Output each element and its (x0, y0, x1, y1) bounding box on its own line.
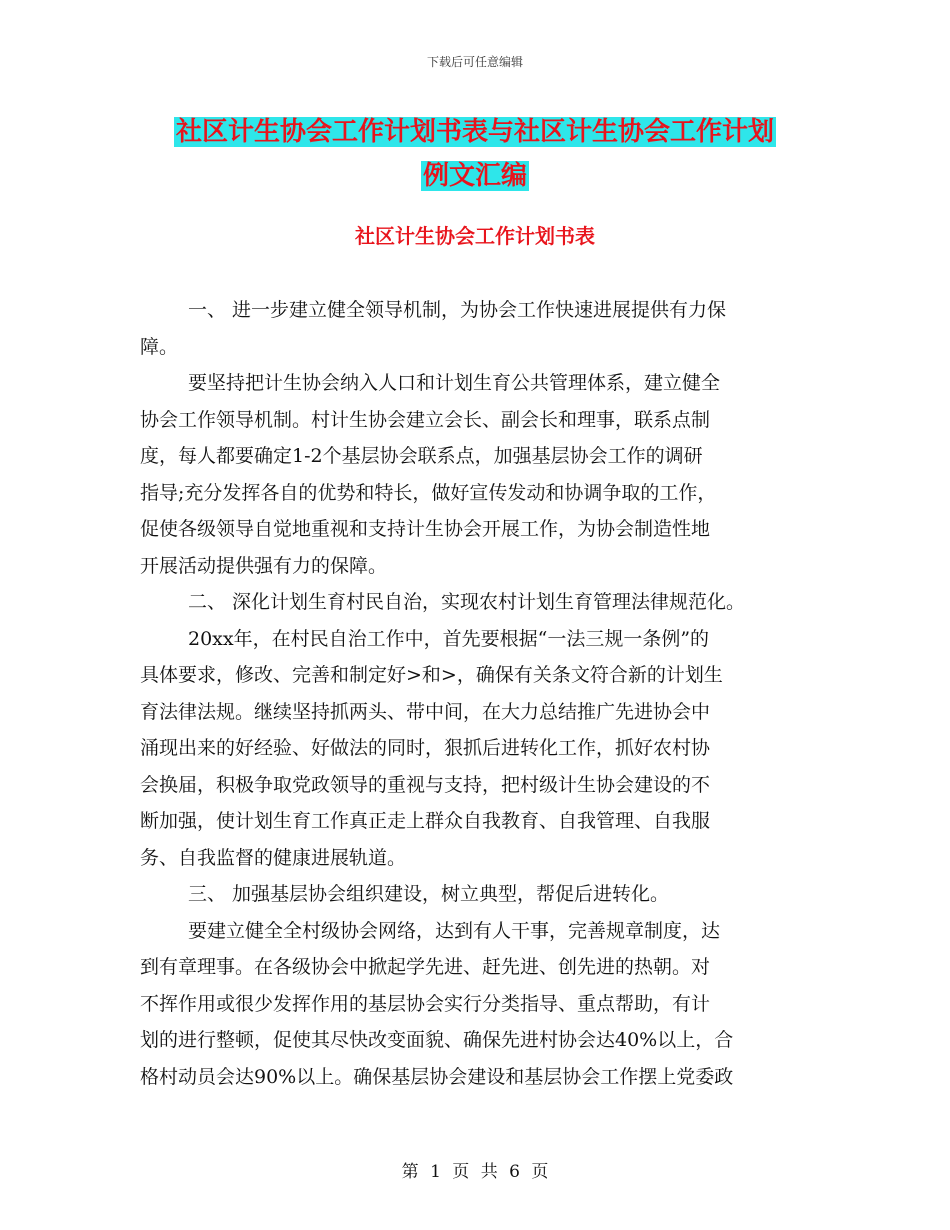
text-line: 涌现出来的好经验、好做法的同时，狠抓后进转化工作，抓好农村协 (140, 737, 711, 759)
text-line: 要坚持把计生协会纳入人口和计划生育公共管理体系，建立健全 (188, 372, 721, 394)
text-line: 划的进行整顿，促使其尽快改变面貌、确保先进村协会达40%以上，合 (140, 1029, 734, 1051)
text-line: 会换届，积极争取党政领导的重视与支持，把村级计生协会建设的不 (140, 773, 711, 796)
text-line: 度，每人都要确定1-2个基层协会联系点，加强基层协会工作的调研 (140, 445, 703, 467)
section-title: 社区计生协会工作计划书表 (355, 224, 595, 248)
text-line: 协会工作领导机制。村计生协会建立会长、副会长和理事，联系点制 (140, 408, 711, 431)
text-line: 不挥作用或很少发挥作用的基层协会实行分类指导、重点帮助，有计 (140, 992, 711, 1015)
document-body (140, 292, 830, 1095)
text-line: 指导;充分发挥各自的优势和特长，做好宣传发动和协调争取的工作， (140, 481, 717, 504)
text-line: 育法律法规。继续坚持抓两头、带中间，在大力总结推广先进协会中 (140, 700, 711, 723)
text-line: 障。 (140, 335, 179, 358)
text-line: 20xx年，在村民自治工作中，首先要根据“一法三规一条例”的 (188, 627, 710, 650)
text-line: 开展活动提供强有力的保障。 (140, 554, 388, 577)
text-line: 到有章理事。在各级协会中掀起学先进、赶先进、创先进的热朝。对 (140, 956, 711, 978)
title-line-2-text: 例文汇编 (422, 161, 527, 191)
text-line: 断加强，使计划生育工作真正走上群众自我教育、自我管理、自我服 (140, 810, 711, 832)
text-line: 务、自我监督的健康进展轨道。 (140, 846, 407, 869)
text-line: 格村动员会达90%以上。确保基层协会建设和基层协会工作摆上党委政 (140, 1065, 734, 1088)
document-title-line-1 (0, 112, 950, 152)
text-line: 具体要求，修改、完善和制定好>和>，确保有关条文符合新的计划生 (140, 664, 723, 686)
text-line: 三、 加强基层协会组织建设，树立典型，帮促后进转化。 (188, 883, 670, 905)
text-line: 促使各级领导自觉地重视和支持计生协会开展工作，为协会制造性地 (140, 518, 711, 540)
document-title-line-2 (0, 156, 950, 196)
page-number-footer: 第 1 页 共 6 页 (401, 1162, 549, 1182)
text-line: 二、 深化计划生育村民自治，实现农村计划生育管理法律规范化。 (188, 591, 746, 613)
header-note: 下载后可任意编辑 (426, 55, 523, 69)
title-line-1-text: 社区计生协会工作计划书表与社区计生协会工作计划 (175, 117, 774, 147)
text-line: 一、 进一步建立健全领导机制，为协会工作快速进展提供有力保 (188, 299, 727, 321)
text-line: 要建立健全全村级协会网络，达到有人干事，完善规章制度，达 (188, 919, 721, 942)
